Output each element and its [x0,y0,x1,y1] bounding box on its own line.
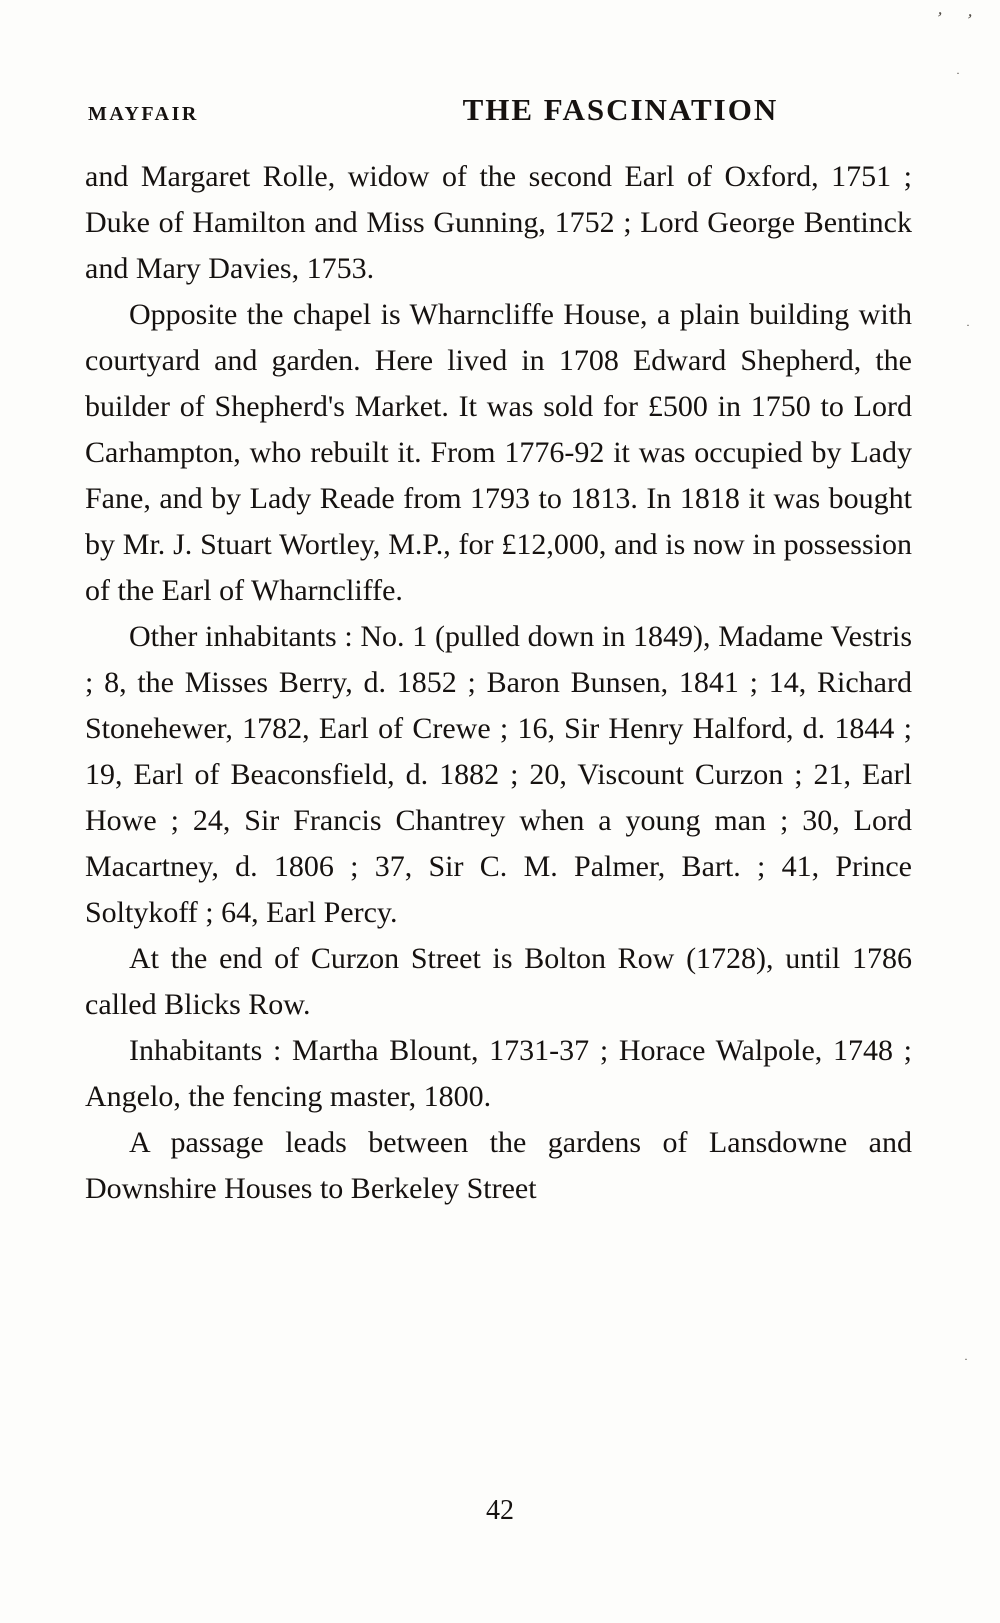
page-number: 42 [486,1495,514,1526]
paragraph: Inhabitants : Martha Blount, 1731-37 ; Horace Walpole, 1748 ; Angelo, the fencing master, 1800. [85,1034,912,1113]
paragraph: Opposite the chapel is Wharncliffe House, a plain building with courtyard and garden. Here lived in 1708 Edward Shepherd, the builder of Shepherd's Market. It was sold for £500 in 1750 to Lord Carhampton, who rebuilt it. From 1776-92 it was occupied by Lady Fane, and by Lady Reade from 1793 to 1813. In 1818 it was bought by Mr. J. Stuart Wortley, M.P., for £12,000, and is now in possession of the Earl of Wharncliffe. [85,298,912,607]
page-title: THE FASCINATION [462,92,779,127]
page-header [0,0,1000,128]
body-text [85,154,912,1212]
scan-artifact: ’ [964,9,975,31]
scan-artifact: · [964,1352,968,1366]
scan-artifact: · [966,318,970,332]
scan-artifact: ’ [934,7,945,29]
paragraph: At the end of Curzon Street is Bolton Row (1728), until 1786 called Blicks Row. [85,942,912,1021]
paragraph: and Margaret Rolle, widow of the second Earl of Oxford, 1751 ; Duke of Hamilton and Miss Gunning, 1752 ; Lord George Bentinck and Mary Davies, 1753. [85,160,912,285]
paragraph: A passage leads between the gardens of Lansdowne and Downshire Houses to Berkeley Street [85,1126,912,1205]
scan-artifact: · [956,66,960,80]
paragraph: Other inhabitants : No. 1 (pulled down in 1849), Madame Vestris ; 8, the Misses Berry, d. 1852 ; Baron Bunsen, 1841 ; 14, Richard Stonehewer, 1782, Earl of Crewe ; 16, Sir Henry Halford, d. 1844 ; 19, Earl of Beaconsfield, d. 1882 ; 20, Viscount Curzon ; 21, Earl Howe ; 24, Sir Francis Chantrey when a young man ; 30, Lord Macartney, d. 1806 ; 37, Sir C. M. Palmer, Bart. ; 41, Prince Soltykoff ; 64, Earl Percy. [85,620,912,929]
running-head: MAYFAIR [88,103,199,125]
